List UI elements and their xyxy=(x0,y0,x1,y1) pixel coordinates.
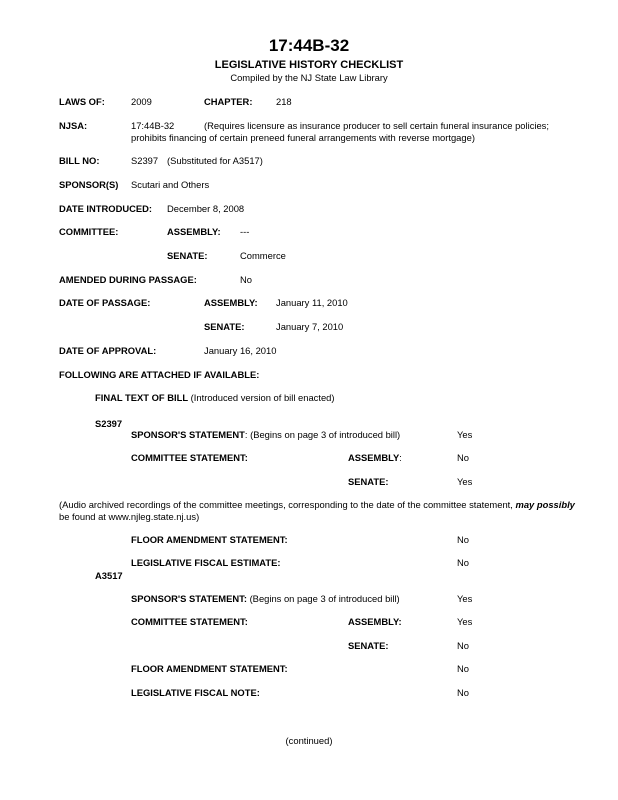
a3517-senate-value: No xyxy=(457,640,469,651)
bill-no-note: (Substituted for A3517) xyxy=(167,155,263,166)
laws-of-label: LAWS OF: xyxy=(59,96,105,107)
audio-note-emphasis: may possibly xyxy=(515,499,575,510)
s2397-sponsor-value: Yes xyxy=(457,429,473,440)
a3517-floor-value: No xyxy=(457,663,469,674)
a3517-bill-label: A3517 xyxy=(95,570,123,581)
committee-label: COMMITTEE: xyxy=(59,226,119,237)
a3517-sponsor-row xyxy=(131,593,400,605)
s2397-committee-label: COMMITTEE STATEMENT: xyxy=(131,452,248,463)
s2397-assembly-row xyxy=(348,452,402,464)
amended-label: AMENDED DURING PASSAGE: xyxy=(59,274,197,285)
s2397-assembly-label: ASSEMBLY xyxy=(348,452,400,463)
committee-senate-label: SENATE: xyxy=(167,250,208,261)
audio-note-line2: be found at www.njleg.state.nj.us) xyxy=(59,511,200,522)
a3517-fiscal-label: LEGISLATIVE FISCAL NOTE: xyxy=(131,687,260,698)
laws-of-value: 2009 xyxy=(131,96,152,107)
passage-assembly-label: ASSEMBLY: xyxy=(204,297,258,308)
s2397-fiscal-value: No xyxy=(457,557,469,568)
a3517-committee-label: COMMITTEE STATEMENT: xyxy=(131,616,248,627)
date-introduced-value: December 8, 2008 xyxy=(167,203,245,214)
s2397-fiscal-label: LEGISLATIVE FISCAL ESTIMATE: xyxy=(131,557,281,568)
s2397-senate-value: Yes xyxy=(457,476,473,487)
bill-no-value: S2397 xyxy=(131,155,159,166)
committee-assembly-value: --- xyxy=(240,226,250,237)
a3517-floor-label: FLOOR AMENDMENT STATEMENT: xyxy=(131,663,288,674)
statute-number: 17:44B-32 xyxy=(268,36,350,55)
s2397-bill-label: S2397 xyxy=(95,418,123,429)
s2397-floor-label: FLOOR AMENDMENT STATEMENT: xyxy=(131,534,288,545)
passage-assembly-value: January 11, 2010 xyxy=(276,297,348,308)
final-text-label: FINAL TEXT OF BILL xyxy=(95,392,189,403)
passage-senate-label: SENATE: xyxy=(204,321,245,332)
a3517-sponsor-value: Yes xyxy=(457,593,473,604)
chapter-value: 218 xyxy=(276,96,292,107)
sponsors-value: Scutari and Others xyxy=(131,179,210,190)
njsa-label: NJSA: xyxy=(59,120,88,131)
sponsors-label: SPONSOR(S) xyxy=(59,179,119,190)
s2397-assembly-value: No xyxy=(457,452,469,463)
audio-note-line1 xyxy=(59,499,575,511)
s2397-senate-label: SENATE: xyxy=(348,476,389,487)
final-text-note: (Introduced version of bill enacted) xyxy=(190,392,335,403)
committee-senate-value: Commerce xyxy=(240,250,286,261)
date-introduced-label: DATE INTRODUCED: xyxy=(59,203,153,214)
final-text-row xyxy=(95,392,335,404)
document-title: LEGISLATIVE HISTORY CHECKLIST xyxy=(214,59,404,71)
a3517-assembly-value: Yes xyxy=(457,616,473,627)
attached-heading: FOLLOWING ARE ATTACHED IF AVAILABLE: xyxy=(59,369,260,380)
njsa-description-line1: (Requires licensure as insurance producer to sell certain funeral insurance policies; xyxy=(204,120,549,131)
s2397-assembly-colon: : xyxy=(399,452,402,463)
committee-assembly-label: ASSEMBLY: xyxy=(167,226,221,237)
continued-footer: (continued) xyxy=(285,735,333,746)
s2397-sponsor-label: SPONSOR'S STATEMENT xyxy=(131,429,245,440)
chapter-label: CHAPTER: xyxy=(204,96,253,107)
a3517-senate-label: SENATE: xyxy=(348,640,389,651)
date-of-passage-label: DATE OF PASSAGE: xyxy=(59,297,151,308)
date-of-approval-value: January 16, 2010 xyxy=(204,345,277,356)
a3517-assembly-label: ASSEMBLY: xyxy=(348,616,402,627)
compiled-by: Compiled by the NJ State Law Library xyxy=(230,72,388,83)
amended-value: No xyxy=(240,274,252,285)
s2397-sponsor-note: : (Begins on page 3 of introduced bill) xyxy=(244,429,401,440)
njsa-description-line2: prohibits financing of certain preneed funeral arrangements with reverse mortgage) xyxy=(131,132,475,143)
s2397-sponsor-row xyxy=(131,429,400,441)
date-of-approval-label: DATE OF APPROVAL: xyxy=(59,345,157,356)
a3517-sponsor-note: (Begins on page 3 of introduced bill) xyxy=(249,593,400,604)
a3517-sponsor-label: SPONSOR'S STATEMENT: xyxy=(131,593,247,604)
a3517-fiscal-value: No xyxy=(457,687,469,698)
bill-no-label: BILL NO: xyxy=(59,155,100,166)
njsa-value: 17:44B-32 xyxy=(131,120,175,131)
passage-senate-value: January 7, 2010 xyxy=(276,321,344,332)
audio-note-text: (Audio archived recordings of the committee meetings, corresponding to the date of the committee statement, xyxy=(59,499,516,510)
s2397-floor-value: No xyxy=(457,534,469,545)
